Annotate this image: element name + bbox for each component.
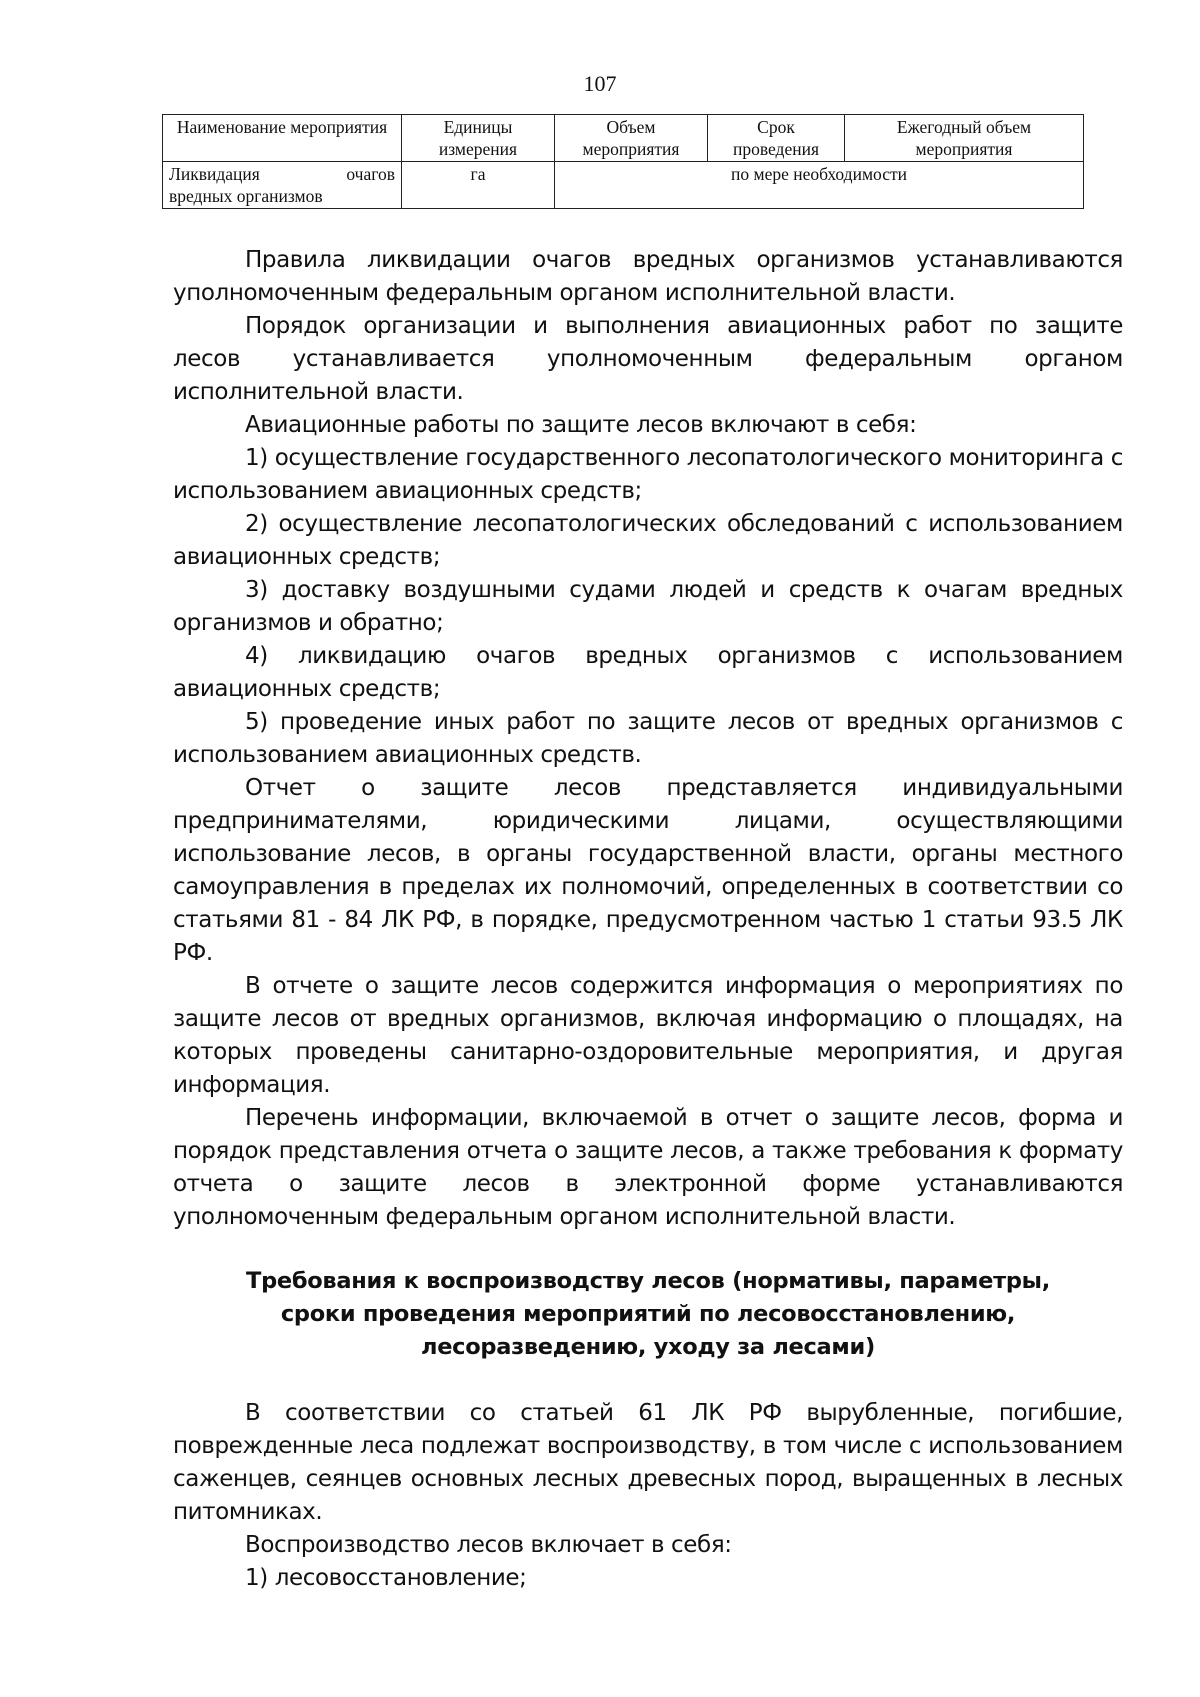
paragraph: Порядок организации и выполнения авиационных работ по защите лесов устанавливается уполномоченным федеральным органом исполнительной власти. [173,313,1123,405]
measures-table [162,114,1084,209]
header-measure-name: Наименование мероприятия [163,115,402,162]
section-heading-line: лесоразведению, уходу за лесами) [421,1334,875,1360]
list-item: 5) проведение иных работ по защите лесов от вредных организмов с использованием авиационных средств. [173,709,1123,768]
section-heading-line: Требования к воспроизводству лесов (нормативы, параметры, [246,1268,1050,1294]
table-row [163,162,1084,209]
list-item: 1) осуществление государственного лесопатологического мониторинга с использованием авиационных средств; [173,445,1123,504]
header-period: Срок проведения [708,115,845,162]
list-item: 1) лесовосстановление; [245,1565,527,1591]
cell-as-needed: по мере необходимости [555,162,1084,209]
paragraph: Правила ликвидации очагов вредных организмов устанавливаются уполномоченным федеральным органом исполнительной власти. [173,247,1123,306]
document-body [173,244,1123,1595]
paragraph: Перечень информации, включаемой в отчет о защите лесов, форма и порядок представления отчета о защите лесов, а также требования к формату отчета о защите лесов в электронной форме устанавливаются уполномоченным федеральным органом исполнительной власти. [173,1105,1123,1230]
paragraph: Отчет о защите лесов представляется индивидуальными предпринимателями, юридическими лицами, осуществляющими использование лесов, в органы государственной власти, органы местного самоуправления в пределах их полномочий, определенных в соответствии со статьями 81 - 84 ЛК РФ, в порядке, предусмотренном частью 1 статьи 93.5 ЛК РФ. [173,775,1123,966]
cell-measure-name [163,162,402,209]
paragraph: В отчете о защите лесов содержится информация о мероприятиях по защите лесов от вредных организмов, включая информацию о площадях, на которых проведены санитарно-оздоровительные мероприятия, и другая информация. [173,973,1123,1098]
table-header-row [163,115,1084,162]
list-item: 4) ликвидацию очагов вредных организмов с использованием авиационных средств; [173,643,1123,702]
header-volume: Объем мероприятия [555,115,708,162]
list-item: 2) осуществление лесопатологических обследований с использованием авиационных средств; [173,511,1123,570]
section-heading [173,1265,1123,1364]
header-units: Единицы измерения [402,115,555,162]
cell-measure-name-line1: Ликвидация очагов [169,164,395,184]
list-item: 3) доставку воздушными судами людей и средств к очагам вредных организмов и обратно; [173,577,1123,636]
cell-measure-name-line2: вредных организмов [169,186,323,206]
paragraph: Авиационные работы по защите лесов включают в себя: [245,412,917,438]
paragraph: В соответствии со статьей 61 ЛК РФ вырубленные, погибшие, поврежденные леса подлежат воспроизводству, в том числе с использованием саженцев, сеянцев основных лесных древесных пород, выращенных в лесных питомниках. [173,1400,1123,1525]
cell-unit: га [402,162,555,209]
section-heading-line: сроки проведения мероприятий по лесовосстановлению, [280,1301,1016,1327]
header-annual-volume: Ежегодный объем мероприятия [845,115,1084,162]
paragraph: Воспроизводство лесов включает в себя: [245,1532,732,1558]
page-number: 107 [583,71,617,96]
